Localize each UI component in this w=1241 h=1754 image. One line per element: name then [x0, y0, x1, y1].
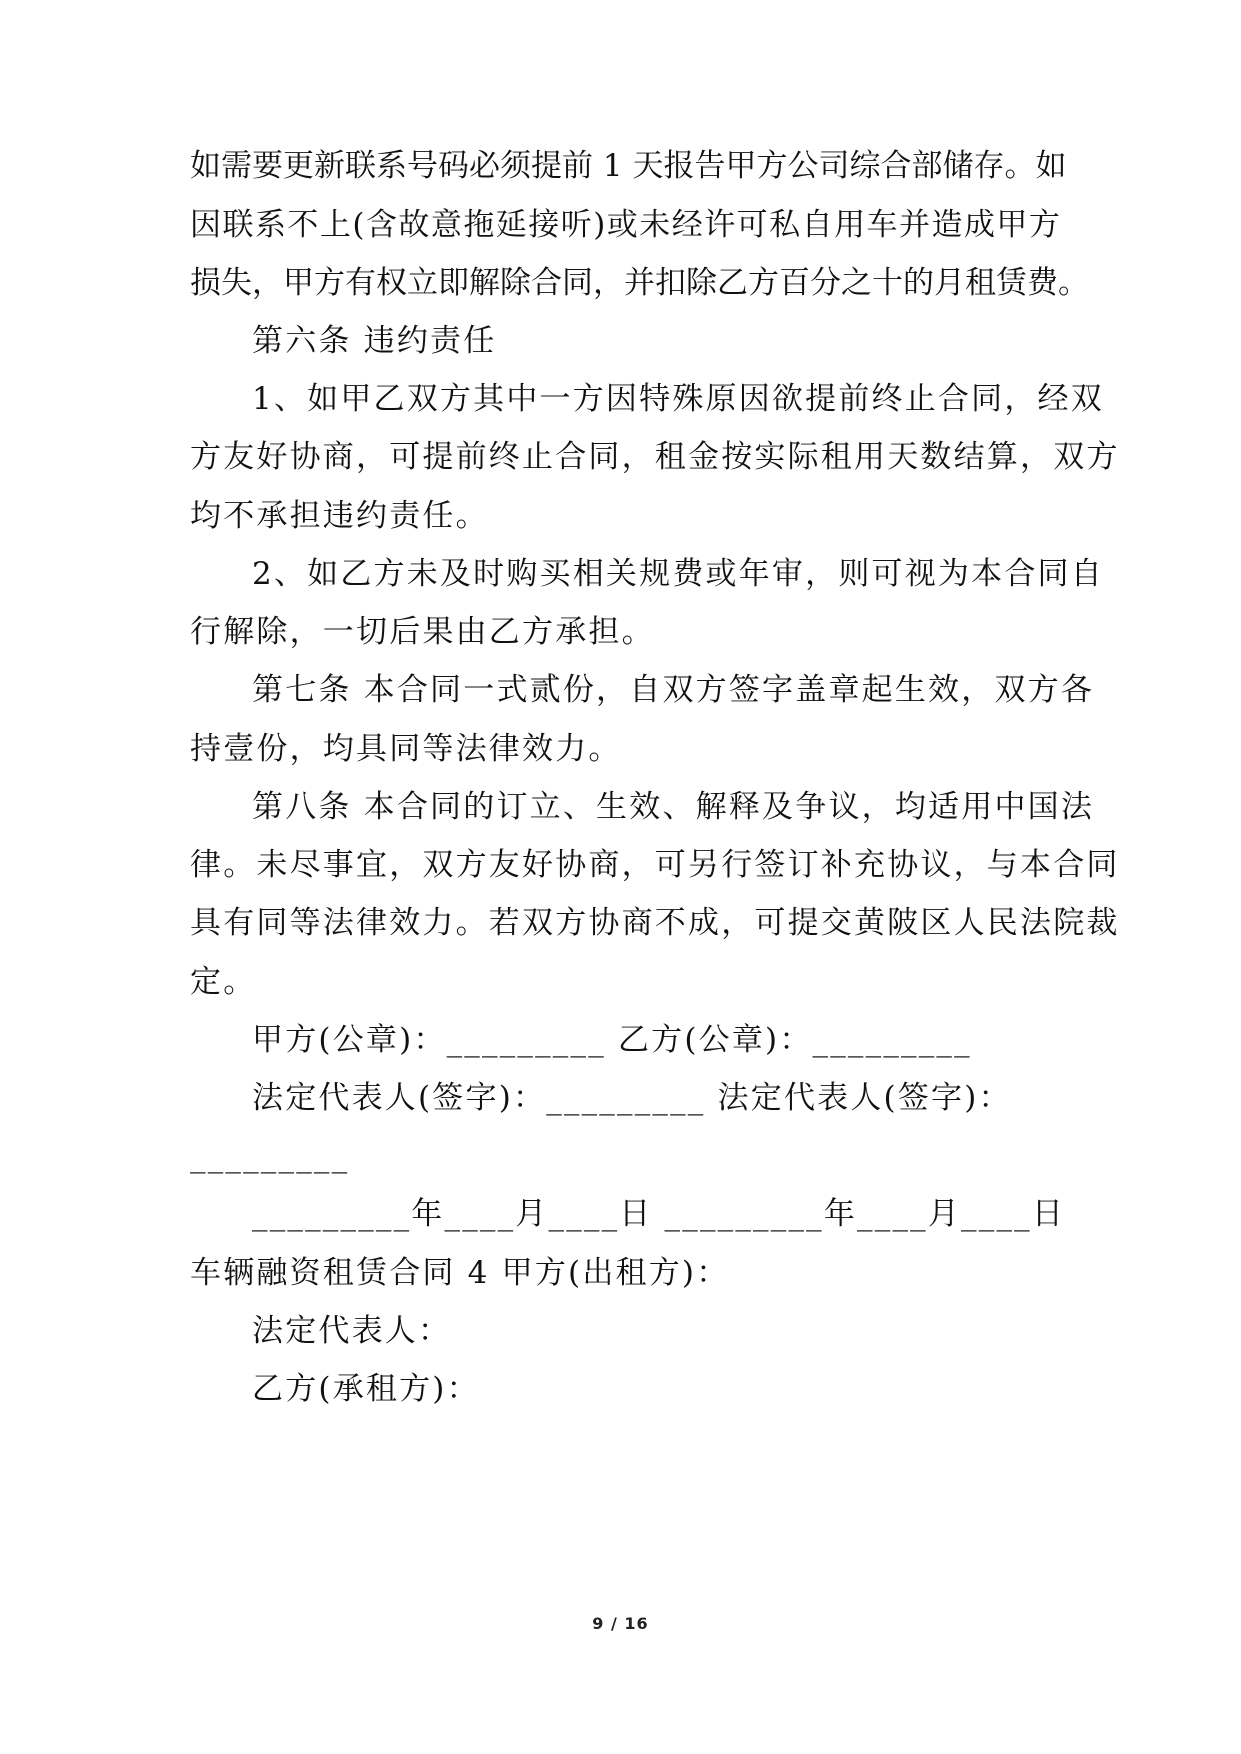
text-glyph: 新: [314, 148, 345, 184]
text-glyph: 除: [686, 265, 717, 301]
text-glyph: [623, 146, 633, 186]
text-glyph: 上: [319, 207, 351, 243]
text-glyph: 同: [562, 265, 593, 301]
text-glyph: 自: [801, 207, 833, 243]
text-glyph: 合: [880, 148, 912, 184]
text-glyph: ，: [593, 265, 624, 301]
contract-title-line: 车辆融资租赁合同 4 甲方(出租方)：: [190, 1255, 730, 1291]
text-glyph: 用: [834, 207, 866, 243]
text-glyph: ，: [252, 265, 283, 301]
text-glyph: ): [593, 207, 606, 243]
text-glyph: 方: [748, 265, 779, 301]
text-glyph: 失: [221, 265, 252, 301]
paragraph-line: 2、如乙方未及时购买相关规费或年审，则可视为本合同自: [252, 556, 1104, 592]
text-glyph: 十: [872, 265, 903, 301]
text-glyph: 。: [1058, 265, 1089, 301]
text-glyph: 租: [965, 265, 996, 301]
text-glyph: 更: [283, 148, 314, 184]
paragraph-line: 持壹份，均具同等法律效力。: [190, 731, 622, 767]
text-glyph: 方: [756, 148, 788, 184]
text-glyph: 经: [671, 207, 703, 243]
text-glyph: [593, 146, 603, 186]
paragraph-line: 定。: [190, 964, 257, 1000]
text-glyph: 即: [438, 265, 469, 301]
text-glyph: 权: [376, 265, 407, 301]
text-glyph: 因: [190, 207, 221, 243]
text-glyph: 天: [632, 148, 664, 184]
text-glyph: 甲: [283, 265, 314, 301]
legal-representative-line: 法定代表人：: [252, 1313, 452, 1349]
text-glyph: 储: [942, 148, 974, 184]
text-glyph: 司: [818, 148, 850, 184]
text-glyph: 提: [531, 148, 562, 184]
text-glyph: 公: [787, 148, 819, 184]
text-glyph: 要: [252, 148, 283, 184]
text-glyph: 之: [841, 265, 872, 301]
text-glyph: 损: [190, 265, 221, 301]
lessee-line: 乙方(承租方)：: [252, 1371, 480, 1407]
text-glyph: 月: [934, 265, 965, 301]
text-glyph: 造: [931, 207, 963, 243]
text-glyph: 码: [438, 148, 469, 184]
text-glyph: 扣: [655, 265, 686, 301]
text-glyph: 有: [345, 265, 376, 301]
text-glyph: 须: [500, 148, 531, 184]
page-number: 9 / 16: [592, 1614, 649, 1633]
text-glyph: 故: [398, 207, 430, 243]
text-glyph: 私: [769, 207, 801, 243]
text-glyph: 甲: [996, 207, 1028, 243]
paragraph-line: 律。未尽事宜，双方友好协商，可另行签订补充协议，与本合同: [190, 847, 1120, 883]
text-glyph: 必: [469, 148, 500, 184]
text-glyph: 含: [365, 207, 397, 243]
text-glyph: 需: [221, 148, 252, 184]
text-glyph: 联: [222, 207, 254, 243]
text-glyph: 成: [963, 207, 995, 243]
text-glyph: 部: [911, 148, 943, 184]
text-glyph: 除: [500, 265, 531, 301]
text-glyph: 存: [973, 148, 1005, 184]
text-glyph: 意: [430, 207, 462, 243]
text-glyph: 可: [736, 207, 768, 243]
text-glyph: 并: [624, 265, 655, 301]
text-glyph: 未: [639, 207, 671, 243]
text-glyph: 延: [495, 207, 527, 243]
text-glyph: 立: [407, 265, 438, 301]
signature-blank-line: _________: [190, 1138, 350, 1174]
text-glyph: 1: [602, 148, 623, 184]
text-glyph: 分: [810, 265, 841, 301]
text-glyph: (: [352, 207, 365, 243]
text-glyph: 并: [899, 207, 930, 243]
paragraph-line: 方友好协商，可提前终止合同，租金按实际租用天数结算，双方: [190, 439, 1120, 475]
text-glyph: 或: [606, 207, 638, 243]
text-glyph: 的: [903, 265, 934, 301]
text-glyph: 。: [1004, 148, 1036, 184]
text-glyph: 拖: [463, 207, 495, 243]
paragraph-line: [190, 263, 1089, 303]
text-glyph: 百: [779, 265, 810, 301]
paragraph-line-article-7: 第七条 本合同一式贰份，自双方签字盖章起生效，双方各: [252, 672, 1095, 708]
text-glyph: 接: [528, 207, 560, 243]
text-glyph: 前: [562, 148, 593, 184]
text-glyph: 听: [560, 207, 592, 243]
text-glyph: 乙: [717, 265, 748, 301]
paragraph-line: 行解除，一切后果由乙方承担。: [190, 614, 655, 650]
text-glyph: 报: [663, 148, 695, 184]
signature-representative-line: 法定代表人(签字)：_________ 法定代表人(签字)：: [252, 1080, 1012, 1116]
text-glyph: 如: [190, 148, 221, 184]
text-glyph: 联: [345, 148, 376, 184]
section-heading-article-6: 第六条 违约责任: [252, 323, 497, 359]
text-glyph: 费: [1027, 265, 1058, 301]
text-glyph: 号: [407, 148, 438, 184]
signature-date-line: _________年____月____日 _________年____月____日: [252, 1196, 1066, 1232]
text-glyph: 综: [849, 148, 881, 184]
paragraph-line: 1、如甲乙双方其中一方因特殊原因欲提前终止合同，经双: [252, 381, 1104, 417]
text-glyph: 甲: [725, 148, 757, 184]
text-glyph: 系: [254, 207, 286, 243]
text-glyph: 许: [704, 207, 736, 243]
paragraph-line-article-8: 第八条 本合同的订立、生效、解释及争议，均适用中国法: [252, 789, 1095, 825]
paragraph-line: [190, 146, 1067, 186]
paragraph-line: 均不承担违约责任。: [190, 498, 489, 534]
text-glyph: 解: [469, 265, 500, 301]
text-glyph: 车: [866, 207, 898, 243]
paragraph-line: 具有同等法律效力。若双方协商不成，可提交黄陂区人民法院裁: [190, 905, 1120, 941]
text-glyph: 如: [1035, 148, 1067, 184]
text-glyph: 告: [694, 148, 726, 184]
text-glyph: 方: [314, 265, 345, 301]
text-glyph: 系: [376, 148, 407, 184]
text-glyph: 赁: [996, 265, 1027, 301]
text-glyph: 合: [531, 265, 562, 301]
text-glyph: 方: [1028, 207, 1060, 243]
signature-seal-line: 甲方(公章)：_________ 乙方(公章)：_________: [252, 1022, 972, 1058]
text-glyph: 不: [287, 207, 319, 243]
paragraph-line: [190, 205, 1060, 245]
